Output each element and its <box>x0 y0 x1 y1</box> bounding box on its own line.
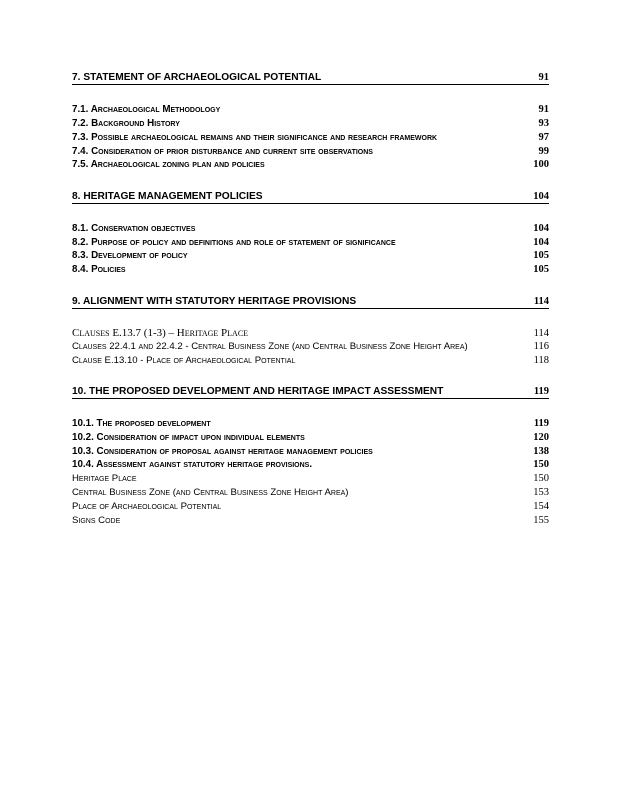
toc-entry-signs-code[interactable] <box>72 515 549 526</box>
toc-page-number: 118 <box>533 355 549 366</box>
toc-section-10[interactable] <box>72 386 549 399</box>
toc-title: 7.2. Background History <box>72 118 180 129</box>
toc-title: Clause E.13.10 - Place of Archaeological Potential <box>72 355 296 366</box>
toc-entry-10-1[interactable] <box>72 418 549 429</box>
toc-title: 8.2. Purpose of policy and definitions and role of statement of significance <box>72 237 396 248</box>
toc-title: 10.3. Consideration of proposal against heritage management policies <box>72 446 373 457</box>
toc-entry-clauses-22-4[interactable] <box>72 341 549 352</box>
toc-page-number: 154 <box>533 501 549 512</box>
toc-page-number: 104 <box>533 237 549 248</box>
toc-page-number: 120 <box>533 432 549 443</box>
toc-title: 7.5. Archaeological zoning plan and policies <box>72 159 265 170</box>
toc-title: 10.1. The proposed development <box>72 418 211 429</box>
toc-entry-7-3[interactable] <box>72 132 549 143</box>
toc-page-number: 155 <box>533 515 549 526</box>
toc-entry-8-3[interactable] <box>72 250 549 261</box>
toc-entry-10-2[interactable] <box>72 432 549 443</box>
toc-page-number: 91 <box>538 104 549 115</box>
toc-title: 8.4. Policies <box>72 264 126 275</box>
toc-page-number: 153 <box>533 487 549 498</box>
toc-page-number: 138 <box>533 446 549 457</box>
toc-entry-heritage-place[interactable] <box>72 473 549 484</box>
toc-title: 8.3. Development of policy <box>72 250 188 261</box>
toc-entry-8-4[interactable] <box>72 264 549 275</box>
toc-page-number: 116 <box>533 341 549 352</box>
toc-title: Clauses E.13.7 (1-3) – Heritage Place <box>72 327 249 339</box>
toc-page-number: 114 <box>533 328 549 339</box>
toc-entry-8-2[interactable] <box>72 237 549 248</box>
toc-page-number: 119 <box>533 386 549 397</box>
toc-entry-7-4[interactable] <box>72 146 549 157</box>
toc-page-number: 105 <box>533 264 549 275</box>
toc-entry-7-2[interactable] <box>72 118 549 129</box>
toc-page-number: 150 <box>533 473 549 484</box>
toc-page-number: 105 <box>533 250 549 261</box>
toc-entry-archaeological-potential[interactable] <box>72 501 549 512</box>
toc-entry-8-1[interactable] <box>72 223 549 234</box>
toc-page-number: 104 <box>533 223 549 234</box>
toc-section-8[interactable] <box>72 191 549 204</box>
toc-title: 7.4. Consideration of prior disturbance and current site observations <box>72 146 373 157</box>
toc-section-9[interactable] <box>72 296 549 309</box>
toc-page-number: 100 <box>533 159 549 170</box>
toc-title: Heritage Place <box>72 473 137 484</box>
toc-page-number: 99 <box>538 146 549 157</box>
toc-entry-7-5[interactable] <box>72 159 549 170</box>
toc-page-number: 114 <box>533 296 549 307</box>
toc-title: 9. ALIGNMENT WITH STATUTORY HERITAGE PROVISIONS <box>72 296 357 307</box>
toc-title: 10.4. Assessment against statutory heritage provisions. <box>72 459 313 470</box>
toc-page-number: 93 <box>538 118 549 129</box>
toc-title: 7. STATEMENT OF ARCHAEOLOGICAL POTENTIAL <box>72 72 322 83</box>
toc-title: Central Business Zone (and Central Business Zone Height Area) <box>72 487 349 498</box>
toc-entry-clauses-e13-7[interactable] <box>72 327 549 339</box>
toc-title: 10. THE PROPOSED DEVELOPMENT AND HERITAGE IMPACT ASSESSMENT <box>72 386 444 397</box>
toc-page-number: 119 <box>533 418 549 429</box>
toc-title: 8. HERITAGE MANAGEMENT POLICIES <box>72 191 263 202</box>
toc-entry-10-4[interactable] <box>72 459 549 470</box>
toc-title: Clauses 22.4.1 and 22.4.2 - Central Business Zone (and Central Business Zone Height Area) <box>72 341 468 352</box>
toc-entry-clause-e13-10[interactable] <box>72 355 549 366</box>
toc-page-number: 91 <box>538 72 549 83</box>
toc-title: 7.3. Possible archaeological remains and their significance and research framework <box>72 132 438 143</box>
toc-section-7[interactable] <box>72 72 549 85</box>
toc-page-number: 104 <box>533 191 549 202</box>
toc-entry-7-1[interactable] <box>72 104 549 115</box>
toc-page-number: 97 <box>538 132 549 143</box>
toc-title: Place of Archaeological Potential <box>72 501 222 512</box>
toc-title: 8.1. Conservation objectives <box>72 223 196 234</box>
toc-entry-10-3[interactable] <box>72 446 549 457</box>
toc-page-number: 150 <box>533 459 549 470</box>
toc-title: 7.1. Archaeological Methodology <box>72 104 221 115</box>
toc-title: Signs Code <box>72 515 121 526</box>
toc-entry-central-business-zone[interactable] <box>72 487 549 498</box>
toc-title: 10.2. Consideration of impact upon individual elements <box>72 432 305 443</box>
